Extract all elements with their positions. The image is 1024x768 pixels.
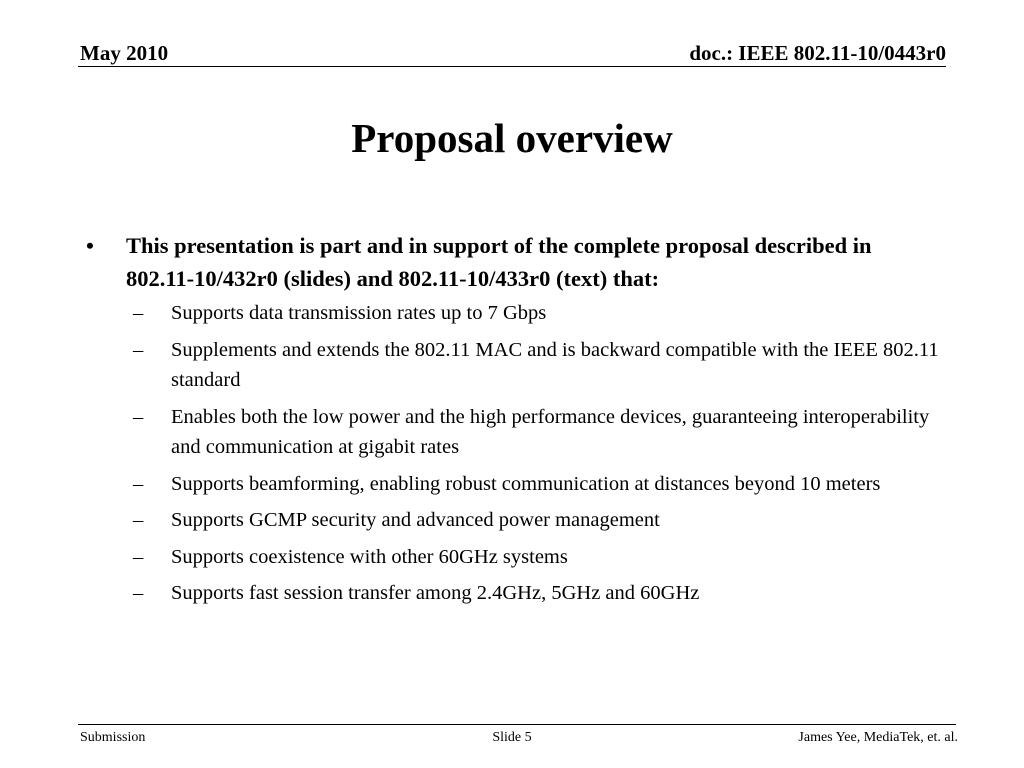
sub-bullet-item [84, 505, 944, 536]
main-bullet-text: This presentation is part and in support of the complete proposal described in 802.11-10/432r0 (slides) and 802.11-10/433r0 (text) that: [126, 233, 872, 291]
sub-bullet-text: Supports coexistence with other 60GHz systems [171, 545, 568, 568]
header-doc-id: doc.: IEEE 802.11-10/0443r0 [689, 41, 946, 65]
sub-bullet-item [84, 298, 944, 329]
sub-bullet-text: Supports GCMP security and advanced power management [171, 509, 660, 531]
slide-title: Proposal overview [351, 115, 673, 161]
dash-marker: – [133, 338, 144, 361]
dash-marker: – [133, 545, 144, 568]
footer-author: James Yee, MediaTek, et. al. [798, 730, 958, 745]
slide-body [84, 229, 944, 615]
sub-bullet-text: Enables both the low power and the high performance devices, guaranteeing interoperability and communication at gigabit rates [171, 405, 930, 458]
header-divider [78, 66, 946, 67]
sub-bullet-item [84, 469, 944, 500]
sub-bullet-text: Supports beamforming, enabling robust communication at distances beyond 10 meters [171, 472, 881, 495]
dash-marker: – [133, 582, 144, 604]
sub-bullet-item [84, 402, 944, 463]
header-date: May 2010 [80, 41, 169, 65]
dash-marker: – [133, 302, 144, 324]
dash-marker: – [133, 509, 144, 531]
footer-divider [78, 724, 956, 725]
dash-marker: – [133, 405, 144, 428]
sub-bullet-item [84, 335, 944, 396]
footer-slide-number: Slide 5 [492, 730, 532, 745]
sub-bullet-item [84, 542, 944, 573]
footer-submission: Submission [80, 730, 146, 745]
bullet-marker: • [86, 233, 94, 258]
sub-bullet-text: Supports fast session transfer among 2.4GHz, 5GHz and 60GHz [171, 582, 700, 604]
dash-marker: – [133, 472, 144, 495]
sub-bullet-text: Supplements and extends the 802.11 MAC and is backward compatible with the IEEE 802.11 standard [171, 338, 939, 391]
main-bullet [84, 229, 944, 295]
sub-bullet-text: Supports data transmission rates up to 7 Gbps [171, 302, 547, 324]
sub-bullet-item [84, 578, 944, 609]
sub-bullet-list [84, 298, 944, 609]
